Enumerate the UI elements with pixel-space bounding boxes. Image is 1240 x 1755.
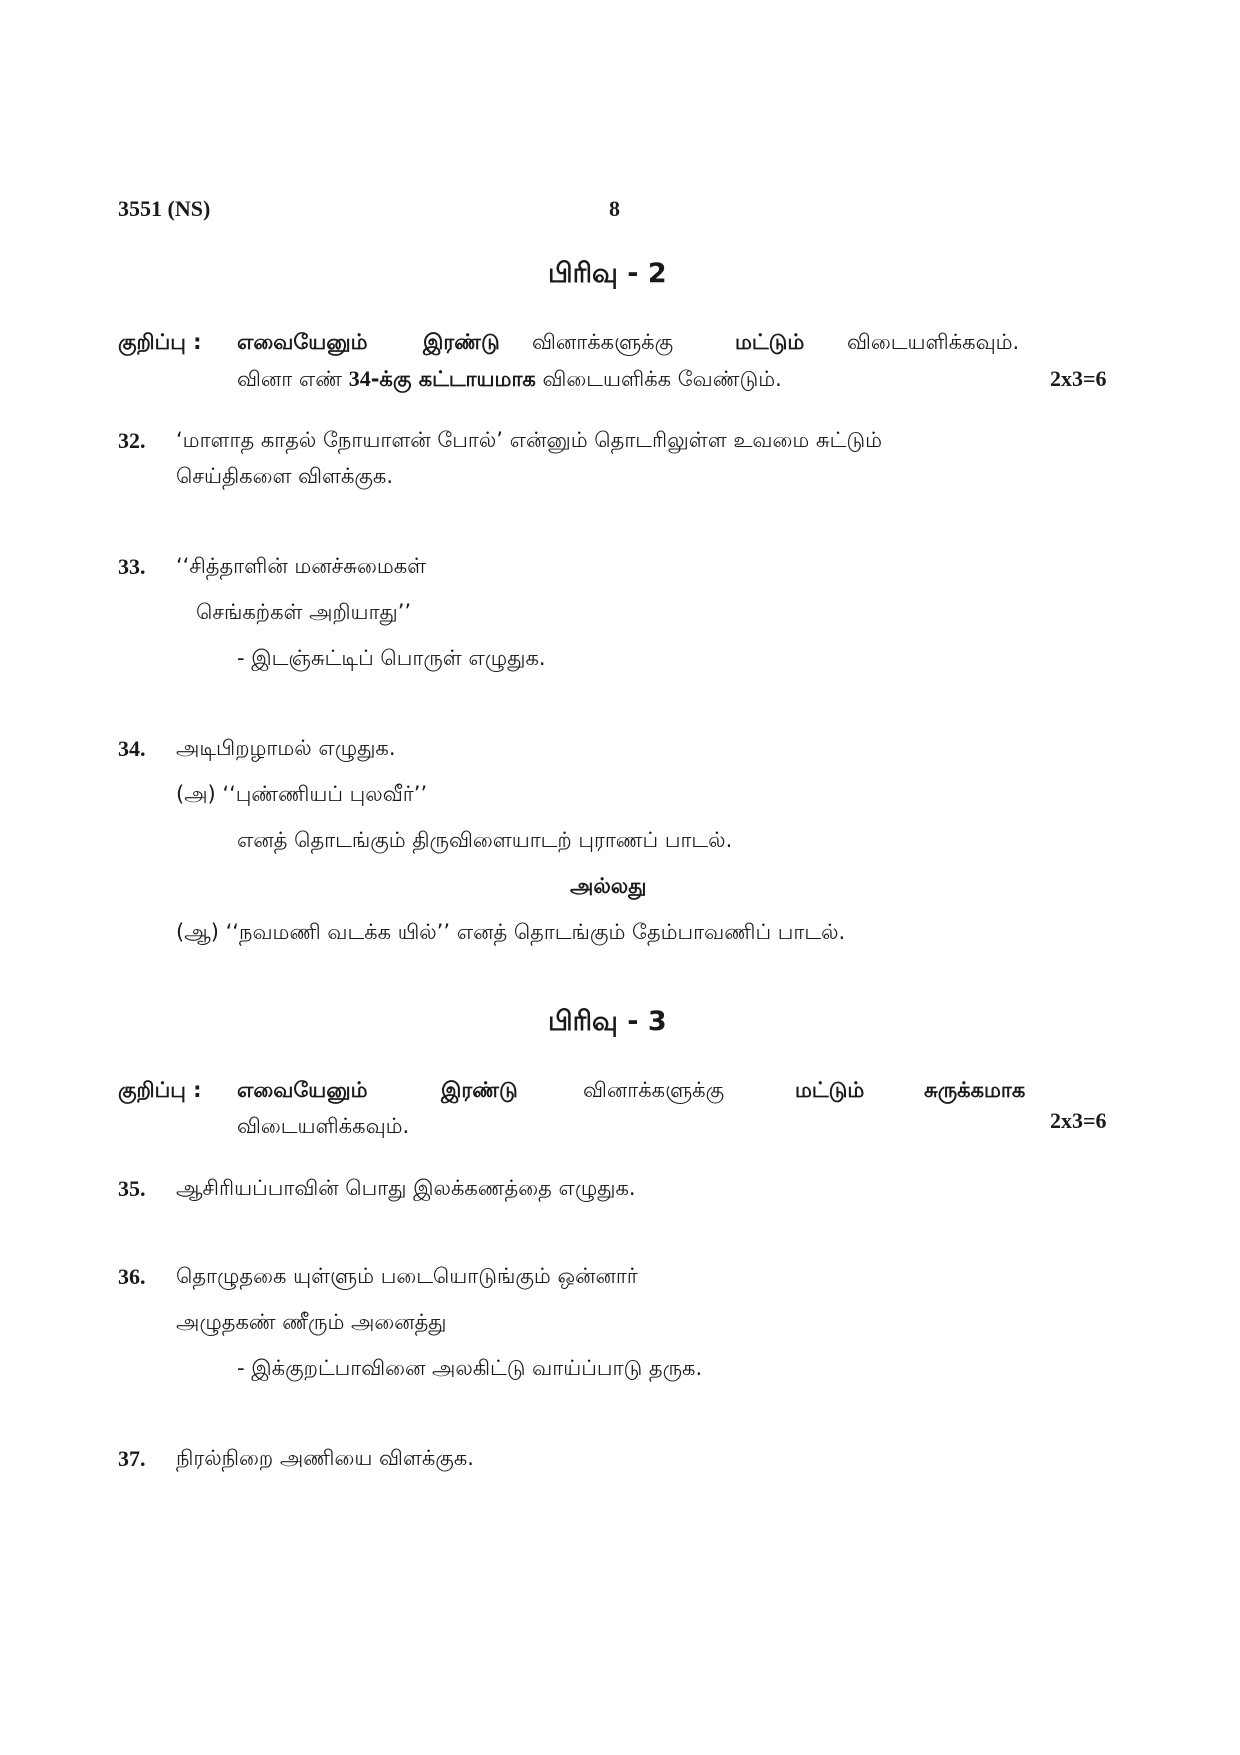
- note-text: விடையளிக்க வேண்டும்.: [542, 367, 782, 391]
- note-line-2: [237, 366, 782, 394]
- note-word: இரண்டு: [423, 330, 500, 354]
- question-instruction: - இடஞ்சுட்டிப் பொருள் எழுதுக.: [237, 646, 546, 670]
- note-word: விடையளிக்கவும்.: [847, 330, 1020, 354]
- note-word: சுருக்கமாக: [924, 1078, 1026, 1102]
- note-word: எவையேனும்: [237, 330, 368, 354]
- or-separator: அல்லது: [570, 874, 647, 898]
- note-text: வினா எண்: [237, 367, 343, 391]
- marks-label: 2x3=6: [1050, 1108, 1107, 1133]
- option-a-text: எனத் தொடங்கும் திருவிளையாடற் புராணப் பாடல்.: [237, 828, 733, 852]
- question-number: 33.: [118, 554, 146, 579]
- note-word: மட்டும்: [795, 1078, 865, 1102]
- question-text: நிரல்நிறை அணியை விளக்குக.: [176, 1446, 474, 1470]
- question-text: அடிபிறழாமல் எழுதுக.: [176, 736, 396, 760]
- question-text: தொழுதகை யுள்ளும் படையொடுங்கும் ஒன்னார்: [176, 1264, 638, 1288]
- question-number: 37.: [118, 1446, 146, 1471]
- option-b: (ஆ) ‘‘நவமணி வடக்க யில்’’ எனத் தொடங்கும் தேம்பாவணிப் பாடல்.: [176, 920, 846, 944]
- note-word: வினாக்களுக்கு: [532, 330, 674, 354]
- question-number: 32.: [118, 428, 146, 453]
- question-number: 35.: [118, 1176, 146, 1201]
- question-text: ஆசிரியப்பாவின் பொது இலக்கணத்தை எழுதுக.: [176, 1176, 636, 1200]
- note-line-2: விடையளிக்கவும்.: [237, 1114, 410, 1138]
- section-3-heading: பிரிவு - 3: [548, 1006, 667, 1037]
- paper-code: 3551 (NS): [118, 196, 211, 221]
- note-word: இரண்டு: [441, 1078, 518, 1102]
- question-number: 36.: [118, 1264, 146, 1289]
- note-label: குறிப்பு :: [118, 330, 202, 354]
- marks-label: 2x3=6: [1050, 366, 1107, 391]
- note-word: எவையேனும்: [237, 1078, 368, 1102]
- question-text: ‘மாளாத காதல் நோயாளன் போல்’ என்னும் தொடரிலுள்ள உவமை சுட்டும்: [176, 428, 882, 452]
- question-text: ‘‘சித்தாளின் மனச்சுமைகள்: [176, 554, 427, 578]
- question-text: செய்திகளை விளக்குக.: [176, 464, 394, 488]
- note-label: குறிப்பு :: [118, 1078, 202, 1102]
- question-number: 34.: [118, 736, 146, 761]
- option-a: (அ) ‘‘புண்ணியப் புலவீர்’’: [176, 782, 428, 806]
- page-number: 8: [609, 196, 620, 221]
- question-text: செங்கற்கள் அறியாது’’: [196, 600, 412, 624]
- question-instruction: - இக்குறட்பாவினை அலகிட்டு வாய்ப்பாடு தருக.: [237, 1356, 703, 1380]
- question-ref: 34: [348, 366, 371, 391]
- note-word: வினாக்களுக்கு: [583, 1078, 725, 1102]
- question-text: அழுதகண் ணீரும் அனைத்து: [176, 1310, 447, 1334]
- compulsory-text: -க்கு கட்டாயமாக: [370, 367, 536, 391]
- note-word: மட்டும்: [735, 330, 805, 354]
- section-2-heading: பிரிவு - 2: [548, 258, 667, 289]
